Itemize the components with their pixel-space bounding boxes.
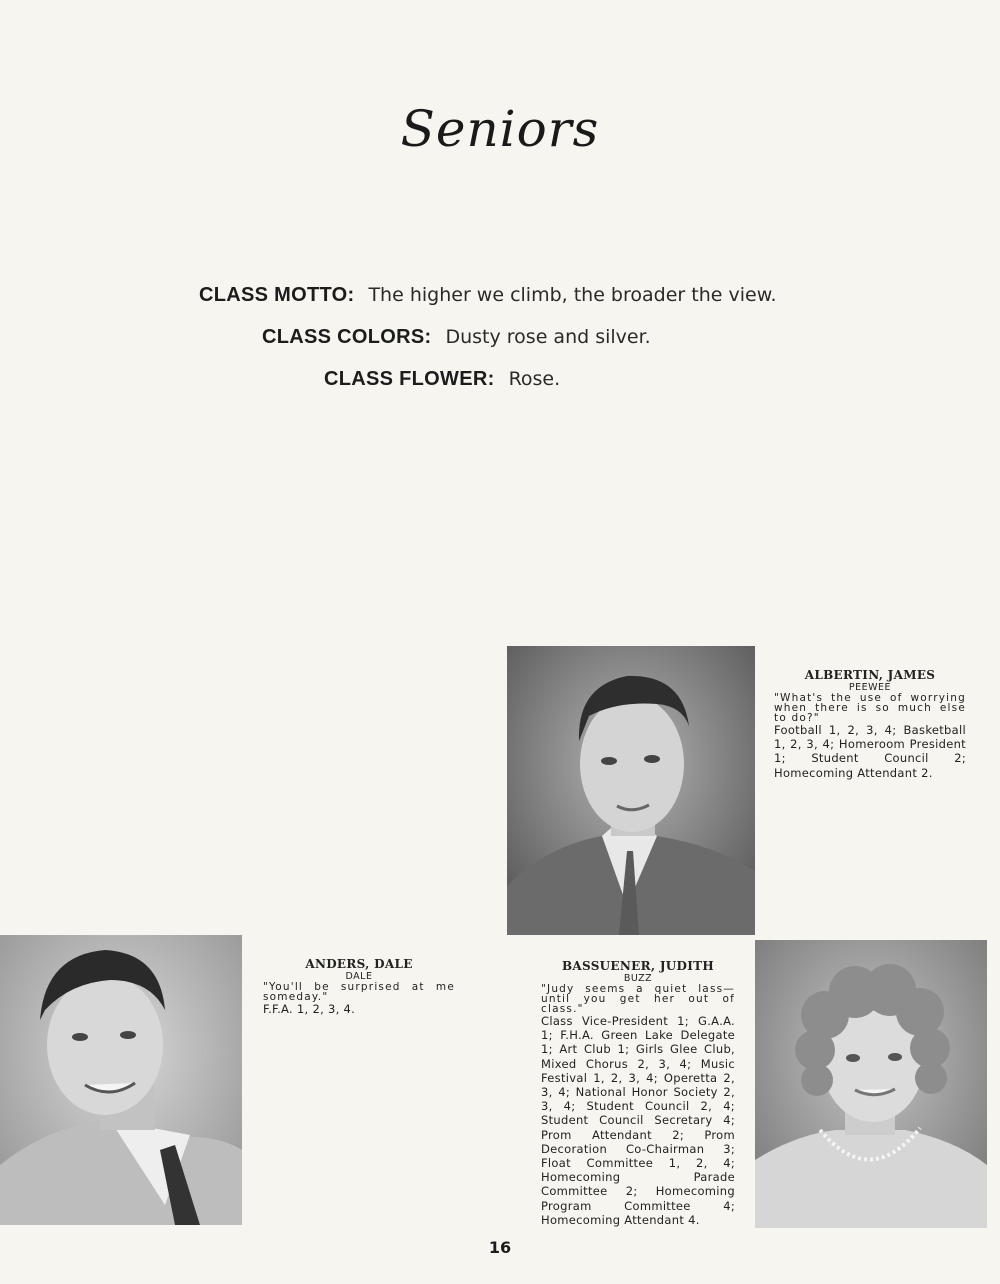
senior-quote: "You'll be surprised at me someday." [263, 981, 455, 1003]
senior-name: ALBERTIN, JAMES [804, 668, 936, 682]
class-colors-label: CLASS COLORS: [262, 326, 432, 348]
senior-entry-anders [263, 957, 455, 1016]
class-motto-label: CLASS MOTTO: [199, 284, 355, 306]
senior-activities: Class Vice-President 1; G.A.A. 1; F.H.A. Green Lake Delegate 1; Art Club 1; Girls Glee Club, Mixed Chorus 2, 3, 4; Music Festival 1, 2, 3, 4; Operetta 2, 3, 4; National Honor Society 2, 3, 4; Student Council 2, 4; Student Council Secretary 4; Prom Attendant 2; Prom Decoration Co-Chairman 3; Float Committee 1, 2, 4; Homecoming Parade Committee 2; Homecoming Program Committee 4; Homecoming Attendant 4. [541, 1014, 735, 1227]
senior-name: ANDERS, DALE [305, 957, 413, 971]
page-title: Seniors [400, 100, 600, 158]
class-motto-line [199, 284, 777, 307]
class-flower-label: CLASS FLOWER: [324, 368, 495, 390]
senior-quote: "Judy seems a quiet lass—until you get her out of class." [541, 983, 735, 1015]
senior-photo-anders [0, 935, 242, 1225]
senior-activities: F.F.A. 1, 2, 3, 4. [263, 1002, 356, 1016]
class-flower-line [324, 368, 560, 391]
senior-quote: "What's the use of worrying when there is so much else to do?" [774, 692, 966, 724]
senior-nickname: PEEWEE [848, 682, 892, 693]
senior-nickname: DALE [345, 971, 373, 982]
senior-photo-bassuener [755, 940, 987, 1228]
class-motto-value: The higher we climb, the broader the view. [368, 284, 777, 306]
senior-entry-bassuener [541, 959, 735, 1227]
class-colors-line [262, 326, 651, 349]
senior-photo-albertin [507, 646, 755, 935]
senior-nickname: BUZZ [623, 973, 653, 984]
class-colors-value: Dusty rose and silver. [445, 326, 651, 348]
senior-name: BASSUENER, JUDITH [561, 959, 715, 973]
senior-activities: Football 1, 2, 3, 4; Basketball 1, 2, 3, 4; Homeroom President 1; Student Council 2; Homecoming Attendant 2. [774, 723, 966, 780]
page-number: 16 [488, 1238, 512, 1257]
senior-entry-albertin [774, 668, 966, 780]
class-flower-value: Rose. [508, 368, 561, 390]
